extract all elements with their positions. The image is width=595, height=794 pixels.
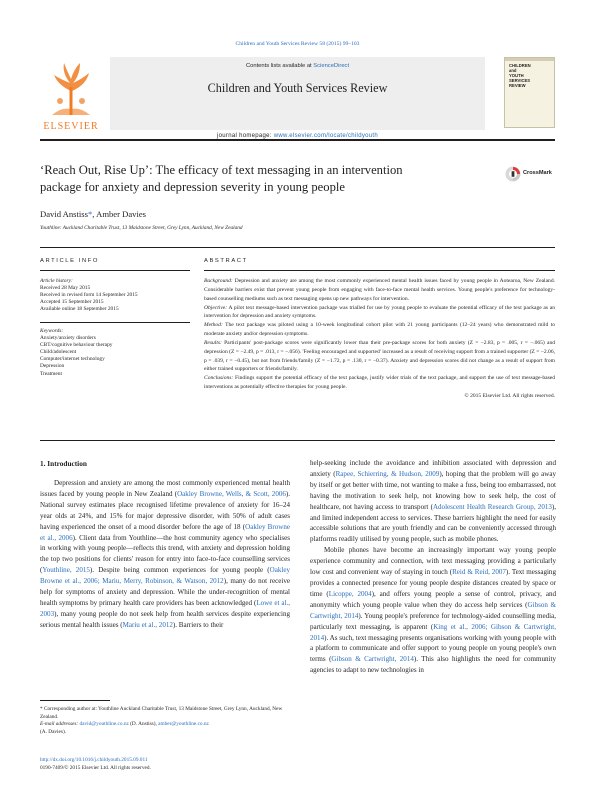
body-paragraph: help-seeking include the avoidance and inhibition associated with depression and anxiety (Rapee, Schierring, & Hudson, 2009), hoping that the problem will go away by itself or get better with time, not wanting to make a fuss, being too embarrassed, not having the motivation to seek help, not knowing how to seek help, the cost of healthcare, not having access to transport (Adolescent Health Research Group, 2013), and limited independent access to services. These barriers highlight the need for easily accessible solutions that are youth friendly and can be conveniently accessed through platforms readily utilised by young people, such as mobile phones. [310, 459, 557, 544]
crossmark-label: CrossMark [523, 170, 552, 176]
citation-link[interactable]: Lowe et al., 2003 [40, 598, 290, 618]
abstract-text: Participants' post-package scores were significantly lower than their pre-package scores for both anxiety (Z = −2.83, p = .005, r = −.065) and depression (Z = −2.49, p = .013, r = −.056). 'Feeling encouraged and supported' increased as a result of receiving support from a trained supporter (Z = −2.06, p = .039, r = −0.45), but not from friends/family (Z = −1.72, p = .130, r = −0.37). Anxiety and depression scores did not change as a result of support from either trained supporters or friends/family. [204, 339, 555, 373]
keyword[interactable]: Computer/internet technology [40, 356, 105, 363]
abstract-text: A pilot text message-based intervention package was trialled for use by young people to evaluate the potential efficacy of the text package as an intervention for depression and anxiety symptoms. [204, 304, 555, 320]
citation-link[interactable]: Rapee, Schierring, & Hudson, 2009 [335, 469, 440, 478]
citation-link[interactable]: Adolescent Health Research Group, 2013 [432, 502, 552, 511]
author-list [40, 209, 146, 219]
abstract-method [204, 321, 555, 339]
masthead-box [110, 57, 485, 130]
email-label: E-mail addresses: [40, 721, 79, 728]
abstract-text: The text package was piloted using a 10-week longitudinal cohort pilot with 21 young participants (12–24 years) who demonstrated mild to moderate anxiety and/or depression symptoms. [204, 322, 555, 338]
citation-link[interactable]: Gibson & Cartwright, 2014 [331, 655, 414, 664]
journal-title: Children and Youth Services Review [207, 81, 388, 95]
history-label: Article history: [40, 278, 73, 284]
cover-line: and [509, 68, 517, 73]
title-line: package for anxiety and depression severity in young people [40, 180, 345, 194]
abstract-text: Findings support the potential efficacy of the text package, justify wider trials of the text package, and support the use of text message-based interventions as potentially effective therapies for young people. [204, 375, 555, 391]
abstract-results [204, 339, 555, 374]
keyword[interactable]: Child/adolescent [40, 349, 77, 356]
corresponding-author-marker[interactable]: * [88, 209, 93, 219]
history-item: Accepted 15 September 2015 [40, 299, 104, 306]
keyword[interactable]: Treatment [40, 370, 62, 377]
header-rule [40, 247, 555, 248]
abstract-conclusions [204, 374, 555, 392]
email-owner: (D. Anstiss), [128, 721, 159, 728]
email-link[interactable]: david@youthline.co.nz [79, 721, 129, 728]
sciencedirect-link[interactable]: ScienceDirect [313, 63, 350, 69]
footnote-rule [40, 700, 110, 701]
running-head[interactable]: Children and Youth Services Review 58 (2015) 99–103 [235, 41, 360, 47]
article-info-heading: ARTICLE INFO [40, 258, 100, 264]
abstract-label: Objective: [204, 304, 228, 311]
keyword[interactable]: CBT/cognitive behaviour therapy [40, 342, 113, 349]
title-line: ‘Reach Out, Rise Up’: The efficacy of text messaging in an intervention [40, 163, 403, 177]
abstract-label: Background: [204, 278, 233, 284]
abstract-objective [204, 304, 555, 322]
crossmark-badge[interactable] [505, 166, 565, 184]
author-name[interactable]: David Anstiss [40, 209, 88, 219]
citation-link[interactable]: Mariu et al., 2012 [122, 620, 173, 629]
cover-text [509, 63, 531, 88]
citation-link[interactable]: Oakley Browne et al., 2006 [40, 522, 290, 542]
cover-line: REVIEW [509, 83, 526, 88]
elsevier-logo [40, 57, 102, 137]
footnote-address: * Corresponding author at: Youthline Auckland Charitable Trust, 13 Maidstone Street, Grey Lynn, Auckland, New Zealand. [40, 706, 283, 720]
journal-cover-thumbnail [504, 57, 555, 128]
history-item: Received in revised form 14 September 2015 [40, 292, 138, 299]
masthead-rule [40, 139, 555, 141]
citation-link[interactable]: Gibson & Cartwright, 2014 [310, 600, 556, 620]
body-paragraph: Mobile phones have become an increasingly important way young people experience community and connection, with text messaging providing a particularly low cost and convenient way of staying in touch (Reid & Reid, 2007). Text messaging provides a connected presence for young people despite distances created by space or time (Licoppe, 2004), and offers young people a sense of control, privacy, and anonymity which young people value when they do access help services (Gibson & Cartwright, 2014). Young people's preference for technology-aided counselling media, particularly text messaging, is apparent (King et al., 2006; Gibson & Cartwright, 2014). As such, text messaging presents organisations working with young people with a platform to communicate and offer support to young people on young people's own terms (Gibson & Cartwright, 2014). This also highlights the need for community agencies to adapt to new technologies in [310, 546, 557, 675]
info-rule [40, 270, 190, 271]
affiliation: Youthline: Auckland Charitable Trust, 13 Maidstone Street, Grey Lynn, Auckland, New Zealand [40, 225, 243, 231]
issn-line: 0190-7409/© 2015 Elsevier Ltd. All rights reserved. [40, 764, 151, 771]
history-item: Available online 18 September 2015 [40, 306, 119, 313]
journal-masthead [40, 57, 555, 137]
citation-link[interactable]: Reid & Reid, 2007 [452, 568, 506, 577]
publisher-wordmark: ELSEVIER [43, 121, 99, 132]
body-column-right [310, 458, 556, 676]
citation-link[interactable]: Oakley Browne, Wells, & Scott, 2006 [177, 489, 286, 498]
email-link[interactable]: amber@youthline.co.nz [158, 721, 209, 728]
footnote [40, 706, 290, 736]
citation-link[interactable]: King et al., 2006; Gibson & Cartwright, 2014 [310, 622, 557, 642]
keyword[interactable]: Anxiety/anxiety disorders [40, 335, 96, 342]
body-paragraph: Depression and anxiety are among the most commonly experienced mental health issues faced by young people in New Zealand (Oakley Browne, Wells, & Scott, 2006). National survey estimates place recognised lifetime prevalence of anxiety for 16–24 year olds at 24%, and 15% for major depressive disorder, with 50% of adult cases having experienced the onset of a mood disorder before the age of 18 (Oakley Browne et al., 2006). Client data from Youthline—the host community agency who specialises in working with young people—reflects this trend, with anxiety and depression holding the top two positions for clients' reason for entry into face-to-face counselling services (Youthline, 2015). Despite being common experiences for young people (Oakley Browne et al., 2006; Mariu, Merry, Robinson, & Watson, 2012), many do not receive help for symptoms of anxiety and depression. While the under-recognition of mental health symptoms by primary health care providers has been acknowledged (Lowe et al., 2003), many young people do not seek help from health services despite experiencing serious mental health issues (Mariu et al., 2012). Barriers to their [40, 479, 291, 629]
cover-line: SERVICES [509, 78, 531, 83]
contents-prefix: Contents lists available at [245, 63, 312, 69]
abstract-text: Depression and anxiety are among the most commonly experienced mental health issues faced by young people in Aotearoa, New Zealand. Considerable barriers exist that prevent young people from engaging with face-to-face mental health services. Young people's preference for technology-based counselling mediums such as text messaging opens up new pathways for intervention. [204, 278, 555, 302]
contents-line [110, 63, 485, 69]
cover-line: YOUTH [509, 73, 524, 78]
article-history [40, 278, 180, 313]
homepage-url-link[interactable]: www.elsevier.com/locate/childyouth [273, 133, 379, 139]
abstract-label: Method: [204, 322, 223, 329]
doi-link[interactable]: http://dx.doi.org/10.1016/j.childyouth.2015.09.011 [40, 757, 148, 763]
copyright: © 2015 Elsevier Ltd. All rights reserved. [464, 392, 555, 399]
abstract-heading: ABSTRACT [204, 258, 248, 264]
abstract-background [204, 277, 555, 304]
email-owner: (A. Davies). [40, 728, 67, 735]
footnote-emails [40, 721, 290, 736]
keywords-rule [40, 322, 190, 323]
abstract-label: Conclusions: [204, 375, 234, 382]
abstract-rule [204, 270, 555, 271]
article-title [40, 162, 500, 196]
history-item: Received 28 May 2015 [40, 285, 91, 292]
section-heading: 1. Introduction [40, 459, 87, 468]
crossmark-icon [505, 166, 521, 182]
cover-line: CHILDREN [509, 63, 531, 68]
author-name[interactable]: , Amber Davies [92, 209, 146, 219]
abstract-bottom-rule [40, 440, 555, 441]
citation-link[interactable]: Licoppe, 2004 [328, 589, 372, 598]
keyword[interactable]: Depression [40, 363, 65, 370]
keywords [40, 328, 180, 378]
abstract-body [204, 277, 555, 401]
cover-bar [505, 58, 554, 61]
citation-link[interactable]: Youthline, 2015 [42, 566, 90, 575]
elsevier-tree-icon [46, 57, 96, 117]
citation-link[interactable]: Oakley Browne et al., 2006; Mariu, Merry, Robinson, & Watson, 2012 [40, 566, 290, 586]
abstract-label: Results: [204, 339, 222, 346]
doi-block [40, 757, 151, 772]
homepage-label: journal homepage: [216, 133, 272, 139]
body-column-left [40, 478, 290, 631]
keywords-label: Keywords: [40, 328, 64, 334]
